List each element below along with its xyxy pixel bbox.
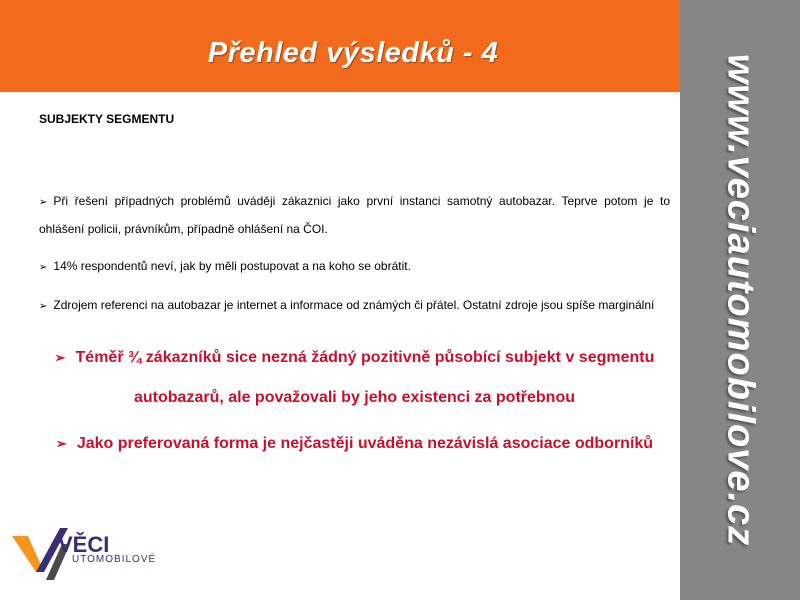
arrow-bullet-icon: ➢: [39, 197, 48, 208]
highlight-item: [39, 424, 670, 464]
bullet-item: [39, 292, 670, 320]
bullet-text: Při řešení případných problémů uváději zákaznici jako první instanci samotný autobazar. Teprve potom je to ohlášení policii, právníkům, případně ohlášení na ČOI.: [39, 194, 670, 236]
content-area: [39, 112, 670, 470]
logo-word: UTOMOBILOVÉ: [72, 554, 157, 565]
arrow-bullet-icon: ➢: [54, 350, 66, 365]
website-url: www.veciautomobilove.cz: [719, 53, 762, 547]
bullet-item: [39, 253, 670, 281]
header-bar: [0, 0, 680, 92]
section-title: SUBJEKTY SEGMENTU: [39, 112, 175, 126]
highlight-text: Téměř ¾ zákazníků sice nezná žádný pozitivně působící subjekt v segmentu autobazarů, ale považovali by jeho existenci za potřebnou: [75, 349, 655, 406]
arrow-bullet-icon: ➢: [39, 262, 48, 273]
bullet-text: Zdrojem referenci na autobazar je internet a informace od známých či přátel. Ostatní zdroje jsou spíše marginální: [53, 298, 655, 312]
arrow-bullet-icon: ➢: [39, 301, 48, 312]
logo-letters: VĚCI: [58, 532, 110, 557]
sidebar-bar: [680, 0, 800, 600]
highlight-text: Jako preferovaná forma je nejčastěji uváděna nezávislá asociace odborníků: [76, 435, 654, 452]
page-title: Přehled výsledků - 4: [207, 37, 499, 69]
highlight-item: [39, 338, 670, 418]
company-logo: [10, 522, 200, 582]
arrow-bullet-icon: ➢: [55, 436, 67, 451]
bullet-item: [39, 188, 670, 242]
bullet-text: 14% respondentů neví, jak by měli postupovat a na koho se obrátit.: [53, 259, 411, 273]
